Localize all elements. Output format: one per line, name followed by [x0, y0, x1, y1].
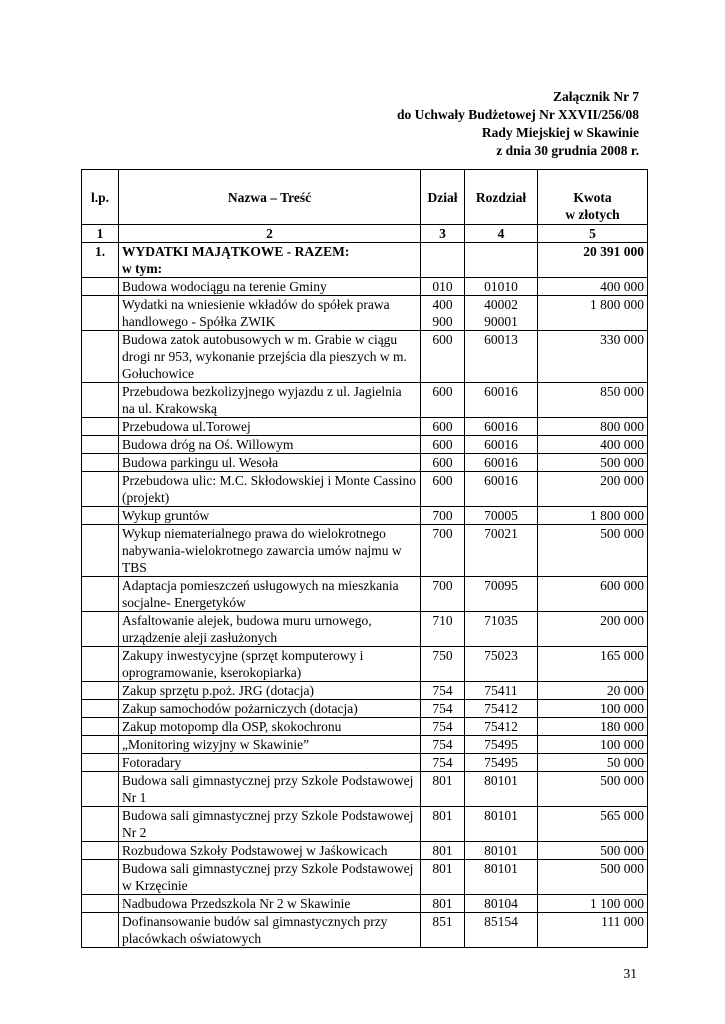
- row-rozdzial: 75495: [465, 736, 538, 754]
- row-kwota: 500 000: [538, 860, 648, 895]
- row-lp: [82, 736, 119, 754]
- row-name: Zakup motopomp dla OSP, skokochronu: [119, 718, 421, 736]
- table-row: [82, 842, 648, 860]
- row-name: Rozbudowa Szkoły Podstawowej w Jaśkowicach: [119, 842, 421, 860]
- col-number: 2: [119, 225, 421, 243]
- row-rozdzial: 80101: [465, 860, 538, 895]
- row-lp: [82, 913, 119, 948]
- row-rozdzial: 75411: [465, 682, 538, 700]
- row-rozdzial: 70021: [465, 525, 538, 577]
- table-row: [82, 772, 648, 807]
- row-dzial: 710: [421, 612, 465, 647]
- total-row: [82, 243, 648, 278]
- table-row: [82, 525, 648, 577]
- row-kwota: 1 800 000: [538, 296, 648, 331]
- row-kwota: 100 000: [538, 736, 648, 754]
- row-name: „Monitoring wizyjny w Skawinie”: [119, 736, 421, 754]
- council-name: Rady Miejskiej w Skawinie: [481, 125, 639, 140]
- row-lp: [82, 612, 119, 647]
- row-name: Budowa sali gimnastycznej przy Szkole Podstawowej Nr 1: [119, 772, 421, 807]
- row-rozdzial: 80101: [465, 807, 538, 842]
- row-lp: [82, 895, 119, 913]
- row-dzial: 700: [421, 525, 465, 577]
- table-row: [82, 700, 648, 718]
- resolution-ref: do Uchwały Budżetowej Nr XXVII/256/08: [397, 107, 639, 122]
- table-row: [82, 383, 648, 418]
- row-name: Zakup samochodów pożarniczych (dotacja): [119, 700, 421, 718]
- row-dzial: 801: [421, 807, 465, 842]
- row-name: Fotoradary: [119, 754, 421, 772]
- row-name: Zakupy inwestycyjne (sprzęt komputerowy i oprogramowanie, kserokopiarka): [119, 647, 421, 682]
- table-row: [82, 736, 648, 754]
- row-kwota: 1 100 000: [538, 895, 648, 913]
- table-row: [82, 296, 648, 331]
- page-number: 31: [623, 966, 637, 981]
- row-name: Budowa sali gimnastycznej przy Szkole Podstawowej Nr 2: [119, 807, 421, 842]
- row-name: Wykup niematerialnego prawa do wielokrotnego nabywania-wielokrotnego zawarcia umów najmu w TBS: [119, 525, 421, 577]
- row-dzial: 600: [421, 331, 465, 383]
- row-rozdzial: 75412: [465, 700, 538, 718]
- table-row: [82, 436, 648, 454]
- row-dzial: 600: [421, 436, 465, 454]
- row-lp: [82, 454, 119, 472]
- row-dzial: 754: [421, 682, 465, 700]
- col-number: 4: [465, 225, 538, 243]
- row-dzial: 754: [421, 754, 465, 772]
- row-dzial: 801: [421, 860, 465, 895]
- row-rozdzial: 80101: [465, 842, 538, 860]
- row-lp: [82, 278, 119, 296]
- row-lp: [82, 296, 119, 331]
- row-lp: [82, 577, 119, 612]
- row-dzial: 801: [421, 772, 465, 807]
- row-dzial: 600: [421, 418, 465, 436]
- row-lp: [82, 383, 119, 418]
- row-lp: [82, 418, 119, 436]
- table-row: [82, 472, 648, 507]
- row-lp: [82, 842, 119, 860]
- row-rozdzial: 60016: [465, 436, 538, 454]
- row-kwota: 565 000: [538, 807, 648, 842]
- row-kwota: 600 000: [538, 577, 648, 612]
- row-kwota: 850 000: [538, 383, 648, 418]
- table-row: [82, 860, 648, 895]
- row-rozdzial: 40002 90001: [465, 296, 538, 331]
- row-rozdzial: 85154: [465, 913, 538, 948]
- row-name: Asfaltowanie alejek, budowa muru urnowego, urządzenie aleji zasłużonych: [119, 612, 421, 647]
- row-dzial: 600: [421, 472, 465, 507]
- row-lp: [82, 472, 119, 507]
- row-lp: [82, 718, 119, 736]
- row-lp: [82, 507, 119, 525]
- col-number: 5: [538, 225, 648, 243]
- row-name: Budowa dróg na Oś. Willowym: [119, 436, 421, 454]
- row-name: Budowa sali gimnastycznej przy Szkole Podstawowej w Krzęcinie: [119, 860, 421, 895]
- row-name: Adaptacja pomieszczeń usługowych na mieszkania socjalne- Energetyków: [119, 577, 421, 612]
- row-rozdzial: 60016: [465, 418, 538, 436]
- row-kwota: 180 000: [538, 718, 648, 736]
- row-lp: [82, 807, 119, 842]
- row-kwota: 165 000: [538, 647, 648, 682]
- table-row: [82, 454, 648, 472]
- table-row: [82, 682, 648, 700]
- row-kwota: 400 000: [538, 436, 648, 454]
- row-dzial: 700: [421, 577, 465, 612]
- row-name: Zakup sprzętu p.poż. JRG (dotacja): [119, 682, 421, 700]
- row-name: Budowa parkingu ul. Wesoła: [119, 454, 421, 472]
- row-rozdzial: 60016: [465, 472, 538, 507]
- row-name: Dofinansowanie budów sal gimnastycznych przy placówkach oświatowych: [119, 913, 421, 948]
- row-dzial: 600: [421, 383, 465, 418]
- annex-header: [397, 88, 639, 160]
- expenditure-table: [81, 169, 648, 948]
- total-name: WYDATKI MAJĄTKOWE - RAZEM: w tym:: [119, 243, 421, 278]
- row-name: Budowa zatok autobusowych w m. Grabie w ciągu drogi nr 953, wykonanie przejścia dla pieszych w m. Gołuchowice: [119, 331, 421, 383]
- row-lp: [82, 331, 119, 383]
- row-name: Przebudowa ul.Torowej: [119, 418, 421, 436]
- row-rozdzial: 71035: [465, 612, 538, 647]
- row-lp: [82, 772, 119, 807]
- row-rozdzial: 60016: [465, 454, 538, 472]
- row-dzial: 754: [421, 718, 465, 736]
- table-header-row: [82, 170, 648, 225]
- row-rozdzial: 80101: [465, 772, 538, 807]
- total-lp: 1.: [82, 243, 119, 278]
- row-dzial: 750: [421, 647, 465, 682]
- row-kwota: 20 000: [538, 682, 648, 700]
- row-rozdzial: 75412: [465, 718, 538, 736]
- table-row: [82, 718, 648, 736]
- row-dzial: 801: [421, 842, 465, 860]
- row-name: Nadbudowa Przedszkola Nr 2 w Skawinie: [119, 895, 421, 913]
- row-dzial: 700: [421, 507, 465, 525]
- row-kwota: 500 000: [538, 772, 648, 807]
- row-kwota: 50 000: [538, 754, 648, 772]
- row-kwota: 1 800 000: [538, 507, 648, 525]
- row-name: Wydatki na wniesienie wkładów do spółek prawa handlowego - Spółka ZWIK: [119, 296, 421, 331]
- row-rozdzial: 75023: [465, 647, 538, 682]
- row-kwota: 500 000: [538, 454, 648, 472]
- row-dzial: 400 900: [421, 296, 465, 331]
- annex-title: Załącznik Nr 7: [552, 89, 639, 104]
- resolution-date: z dnia 30 grudnia 2008 r.: [496, 143, 639, 158]
- col-number: 1: [82, 225, 119, 243]
- column-number-row: [82, 225, 648, 243]
- row-dzial: 600: [421, 454, 465, 472]
- row-lp: [82, 682, 119, 700]
- total-kwota: 20 391 000: [538, 243, 648, 278]
- row-rozdzial: 70095: [465, 577, 538, 612]
- total-dzial: [421, 243, 465, 278]
- table-row: [82, 647, 648, 682]
- row-name: Budowa wodociągu na terenie Gminy: [119, 278, 421, 296]
- row-name: Przebudowa bezkolizyjnego wyjazdu z ul. Jagielnia na ul. Krakowską: [119, 383, 421, 418]
- row-kwota: 200 000: [538, 612, 648, 647]
- col-header-lp: l.p.: [82, 170, 119, 225]
- table-row: [82, 807, 648, 842]
- total-rozdzial: [465, 243, 538, 278]
- row-lp: [82, 700, 119, 718]
- row-rozdzial: 60016: [465, 383, 538, 418]
- row-lp: [82, 754, 119, 772]
- row-dzial: 754: [421, 736, 465, 754]
- row-kwota: 500 000: [538, 842, 648, 860]
- table-row: [82, 577, 648, 612]
- table-row: [82, 331, 648, 383]
- row-rozdzial: 60013: [465, 331, 538, 383]
- table-row: [82, 754, 648, 772]
- row-kwota: 111 000: [538, 913, 648, 948]
- table-row: [82, 612, 648, 647]
- row-lp: [82, 436, 119, 454]
- row-dzial: 010: [421, 278, 465, 296]
- row-lp: [82, 860, 119, 895]
- col-header-rozdzial: Rozdział: [465, 170, 538, 225]
- row-dzial: 801: [421, 895, 465, 913]
- table-row: [82, 418, 648, 436]
- row-kwota: 200 000: [538, 472, 648, 507]
- col-number: 3: [421, 225, 465, 243]
- table-row: [82, 895, 648, 913]
- row-kwota: 800 000: [538, 418, 648, 436]
- row-lp: [82, 525, 119, 577]
- row-name: Wykup gruntów: [119, 507, 421, 525]
- table-row: [82, 278, 648, 296]
- row-rozdzial: 80104: [465, 895, 538, 913]
- row-kwota: 500 000: [538, 525, 648, 577]
- row-rozdzial: 01010: [465, 278, 538, 296]
- row-kwota: 330 000: [538, 331, 648, 383]
- row-kwota: 400 000: [538, 278, 648, 296]
- table-row: [82, 507, 648, 525]
- row-rozdzial: 75495: [465, 754, 538, 772]
- col-header-dzial: Dział: [421, 170, 465, 225]
- table-row: [82, 913, 648, 948]
- row-rozdzial: 70005: [465, 507, 538, 525]
- row-lp: [82, 647, 119, 682]
- col-header-kwota: Kwota w złotych: [538, 170, 648, 225]
- row-kwota: 100 000: [538, 700, 648, 718]
- row-dzial: 851: [421, 913, 465, 948]
- col-header-name: Nazwa – Treść: [119, 170, 421, 225]
- row-dzial: 754: [421, 700, 465, 718]
- row-name: Przebudowa ulic: M.C. Skłodowskiej i Monte Cassino (projekt): [119, 472, 421, 507]
